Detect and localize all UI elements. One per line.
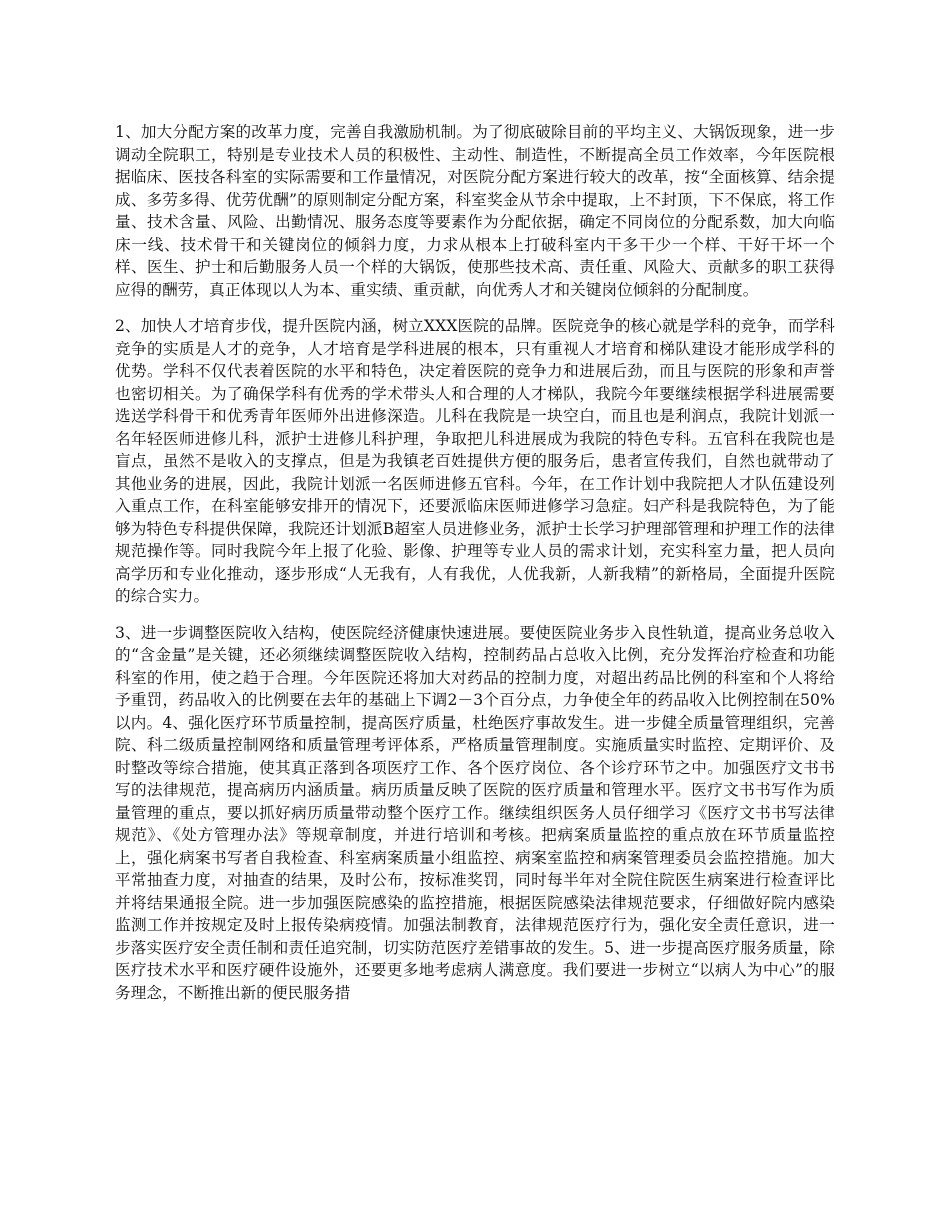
paragraph-2: 2、加快人才培育步伐，提升医院内涵，树立XXX医院的品牌。医院竞争的核心就是学科的竞争，而学科竞争的实质是人才的竞争，人才培育是学科进展的根本，只有重视人才培育和梯队建设才能形成学科的优势。学科不仅代表着医院的水平和特色，决定着医院的竞争力和进展后劲，而且与医院的形象和声誉也密切相关。为了确保学科有优秀的学术带头人和合理的人才梯队，我院今年要继续根据学科进展需要选送学科骨干和优秀青年医师外出进修深造。儿科在我院是一块空白，而且也是利润点，我院计划派一名年轻医师进修儿科，派护士进修儿科护理，争取把儿科进展成为我院的特色专科。五官科在我院也是盲点，虽然不是收入的支撑点，但是为我镇老百姓提供方便的服务后，患者宣传我们，自然也就带动了其他业务的进展，因此，我院计划派一名医师进修五官科。今年，在工作计划中我院把人才队伍建设列入重点工作，在科室能够安排开的情况下，还要派临床医师进修学习急症。妇产科是我院特色，为了能够为特色专科提供保障，我院还计划派B超室人员进修业务，派护士长学习护理部管理和护理工作的法律规范操作等。同时我院今年上报了化验、影像、护理等专业人员的需求计划，充实科室力量，把人员向高学历和专业化推动，逐步形成“人无我有，人有我优，人优我新，人新我精”的新格局，全面提升医院的综合实力。 (115, 317, 835, 605)
paragraph-3: 3、进一步调整医院收入结构，使医院经济健康快速进展。要使医院业务步入良性轨道，提高业务总收入的“含金量”是关键，还必须继续调整医院收入结构，控制药品占总收入比例，充分发挥治疗检查和功能科室的作用，使之趋于合理。今年医院还将加大对药品的控制力度，对超出药品比例的科室和个人将给予重罚，药品收入的比例要在去年的基础上下调2－3个百分点，力争使全年的药品收入比例控制在50%以内。4、强化医疗环节质量控制，提高医疗质量，杜绝医疗事故发生。进一步健全质量管理组织，完善院、科二级质量控制网络和质量管理考评体系，严格质量管理制度。实施质量实时监控、定期评价、及时整改等综合措施，使其真正落到各项医疗工作、各个医疗岗位、各个诊疗环节之中。加强医疗文书书写的法律规范，提高病历内涵质量。病历质量反映了医院的医疗质量和管理水平。医疗文书书写作为质量管理的重点，要以抓好病历质量带动整个医疗工作。继续组织医务人员仔细学习《医疗文书书写法律规范》、《处方管理办法》等规章制度，并进行培训和考核。把病案质量监控的重点放在环节质量监控上，强化病案书写者自我检查、科室病案质量小组监控、病案室监控和病案管理委员会监控措施。加大平常抽查力度，对抽查的结果，及时公布，按标准奖罚，同时每半年对全院住院医生病案进行检查评比并将结果通报全院。进一步加强医院感染的监控措施，根据医院感染法律规范要求，仔细做好院内感染监测工作并按规定及时上报传染病疫情。加强法制教育，法律规范医疗行为，强化安全责任意识，进一步落实医疗安全责任制和责任追究制，切实防范医疗差错事故的发生。5、进一步提高医疗服务质量，除医疗技术水平和医疗硬件设施外，还要更多地考虑病人满意度。我们要进一步树立“以病人为中心”的服务理念，不断推出新的便民服务措 (115, 623, 835, 1002)
paragraph-1: 1、加大分配方案的改革力度，完善自我激励机制。为了彻底破除目前的平均主义、大锅饭现象，进一步调动全院职工，特别是专业技术人员的积极性、主动性、制造性，不断提高全员工作效率，今年医院根据临床、医技各科室的实际需要和工作量情况，对医院分配方案进行较大的改革，按“全面核算、结余提成、多劳多得、优劳优酬”的原则制定分配方案，科室奖金从节余中提取，上不封顶，下不保底，将工作量、技术含量、风险、出勤情况、服务态度等要素作为分配依据，确定不同岗位的分配系数，加大向临床一线、技术骨干和关键岗位的倾斜力度，力求从根本上打破科室内干多干少一个样、干好干坏一个样、医生、护士和后勤服务人员一个样的大锅饭，使那些技术高、责任重、风险大、贡献多的职工获得应得的酬劳，真正体现以人为本、重实绩、重贡献，向优秀人才和关键岗位倾斜的分配制度。 (115, 123, 835, 299)
document-body (115, 121, 835, 1018)
